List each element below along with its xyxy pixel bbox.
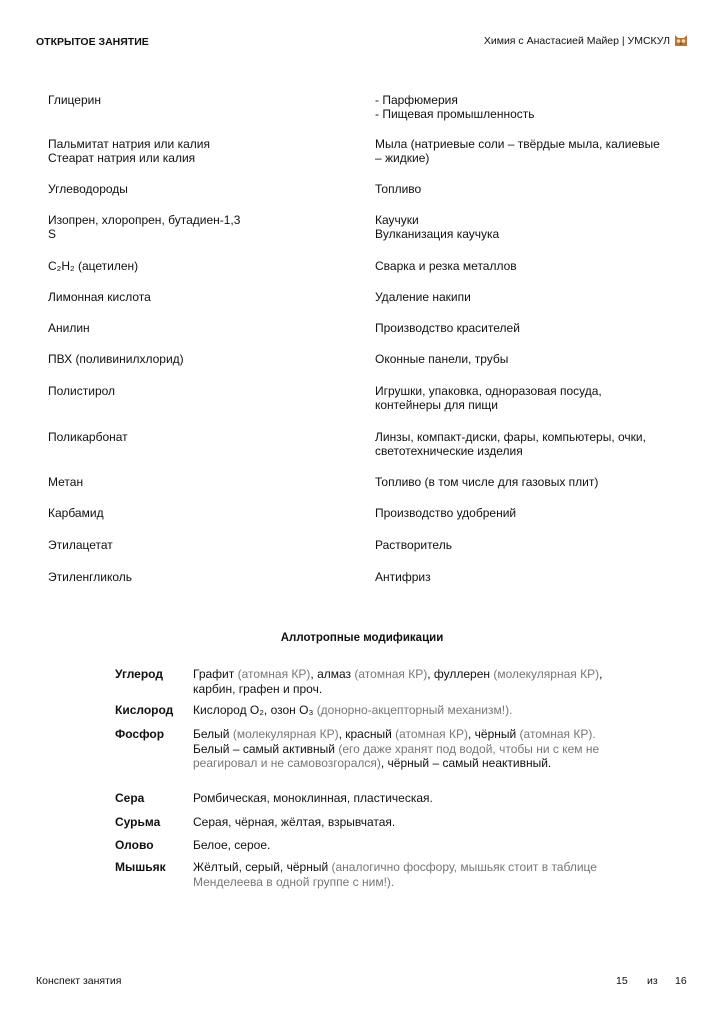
substance: C₂H₂ (ацетилен) [48,259,139,273]
page-number: 15 [616,975,628,987]
element-name: Углерод [115,667,163,681]
allotrope-forms [193,791,613,806]
substance: Пальмитат натрия или калия Стеарат натрия или калия [48,137,210,165]
note-text: (аналогично фосфору, мышьяк стоит в таблице Менделеева в одной группе с ним!). [193,860,597,889]
substance: Изопрен, хлоропрен, бутадиен-1,3 S [48,213,241,241]
substance: Этиленгликоль [48,570,132,584]
application: Игрушки, упаковка, одноразовая посуда, контейнеры для пищи [375,384,602,412]
application: Мыла (натриевые соли – твёрдые мыла, калиевые – жидкие) [375,137,660,165]
form-text: Кислород O₂, озон O₃ [193,703,317,717]
form-text: Белое, серое. [193,838,271,852]
note-text: (донорно-акцепторный механизм!). [316,703,513,717]
application: Линзы, компакт-диски, фары, компьютеры, очки, светотехнические изделия [375,430,646,458]
form-text: , фуллерен [427,667,494,681]
substance: Анилин [48,321,90,335]
allotropes-title: Аллотропные модификации [280,632,444,644]
allotrope-forms [193,703,613,718]
form-text: Жёлтый, серый, чёрный [193,860,332,874]
allotrope-forms [193,727,613,771]
application: Удаление накипи [375,290,471,304]
substance: Лимонная кислота [48,290,151,304]
form-text: , алмаз [310,667,355,681]
application: Сварка и резка металлов [375,259,517,273]
page-of: из [647,975,658,987]
substance: Метан [48,475,84,489]
application: Производство удобрений [375,506,517,520]
note-text: (атомная КР) [395,727,468,741]
substance: Глицерин [48,93,101,107]
form-text: Серая, чёрная, жёлтая, взрывчатая. [193,815,396,829]
footer-label: Конспект занятия [36,975,122,987]
application: Топливо [375,182,422,196]
form-text: , чёрный [467,727,520,741]
form-text: Белый [193,727,233,741]
substance: Полистирол [48,384,116,398]
allotrope-forms [193,860,613,889]
application: Производство красителей [375,321,520,335]
substance: Поликарбонат [48,430,128,444]
form-text: Белый – самый активный [193,741,339,756]
header-course [484,34,688,47]
substance: Этилацетат [48,538,113,552]
header-title: ОТКРЫТОЕ ЗАНЯТИЕ [36,36,149,48]
element-name: Мышьяк [115,860,166,874]
substance: Углеводороды [48,182,128,196]
element-name: Сурьма [115,815,161,829]
allotrope-forms [193,815,613,830]
element-name: Сера [115,791,145,805]
note-text: (его даже хранят под водой, чтобы ни с кем не реагировал и не самовозгорался) [193,741,600,770]
note-text: (молекулярная КР) [493,667,600,681]
owl-logo-icon [674,34,688,47]
element-name: Олово [115,838,154,852]
substance: Карбамид [48,506,104,520]
note-text: (атомная КР). [519,727,596,741]
form-text: , карбин, графен и проч. [193,667,603,696]
page-total: 16 [675,975,687,987]
application: Каучуки Вулканизация каучука [375,213,500,241]
note-text: (молекулярная КР) [232,727,339,741]
form-text: Ромбическая, моноклинная, пластическая. [193,791,433,805]
application: Растворитель [375,538,452,552]
application: Топливо (в том числе для газовых плит) [375,475,599,489]
application: - Парфюмерия - Пищевая промышленность [375,93,535,121]
application: Антифриз [375,570,431,584]
form-text: , красный [338,727,396,741]
form-text: , чёрный – самый неактивный. [380,756,552,770]
allotrope-forms [193,667,613,696]
substance: ПВХ (поливинилхлорид) [48,352,184,366]
form-text: Графит [193,667,238,681]
note-text: (атомная КР) [237,667,311,681]
element-name: Кислород [115,703,174,717]
application: Оконные панели, трубы [375,352,509,366]
header-course-label: Химия с Анастасией Майер | УМСКУЛ [483,34,670,47]
element-name: Фосфор [115,727,165,741]
note-text: (атомная КР) [354,667,428,681]
allotrope-forms [193,838,613,853]
